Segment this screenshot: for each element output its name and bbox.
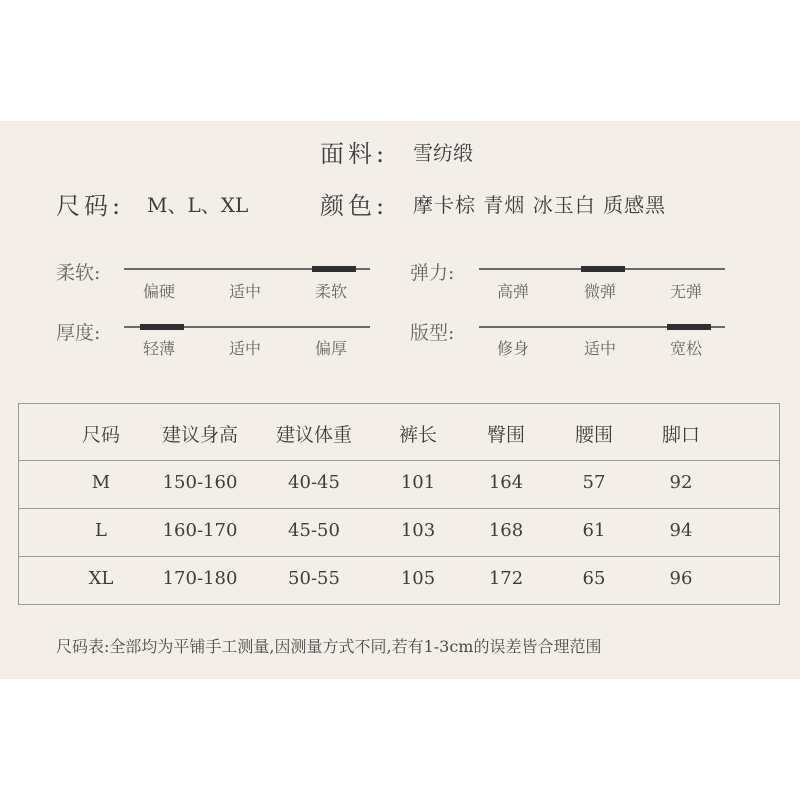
thickness-level-marker [140,324,184,330]
table-header-cell: 脚口 [661,424,701,446]
table-cell: 101 [400,472,436,493]
table-size-cell: XL [88,568,114,589]
elasticity-option: 高弹 [497,282,530,301]
table-cell: 92 [669,472,693,493]
fit-option: 适中 [584,339,617,358]
softness-option: 偏硬 [143,282,176,301]
table-cell: 45-50 [288,520,340,541]
thickness-option: 轻薄 [143,339,176,358]
fit-level-marker [667,324,711,330]
table-cell: 94 [669,520,693,541]
elasticity-option: 微弹 [584,282,617,301]
fabric-label: 面料: [320,140,389,168]
table-cell: 170-180 [162,568,238,589]
fit-label: 版型: [410,322,455,344]
softness-option: 柔软 [315,282,348,301]
table-divider [18,460,780,461]
fit-option: 宽松 [670,339,703,358]
table-header-cell: 裤长 [398,424,438,446]
fabric-value: 雪纺缎 [413,141,473,165]
table-cell: 65 [582,568,606,589]
softness-level-marker [312,266,356,272]
color-label: 颜色: [320,192,389,220]
elasticity-level-marker [581,266,625,272]
table-cell: 105 [400,568,436,589]
size-label: 尺码: [56,192,125,220]
table-cell: 103 [400,520,436,541]
table-cell: 164 [488,472,524,493]
table-cell: 40-45 [288,472,340,493]
table-cell: 160-170 [162,520,238,541]
table-cell: 61 [582,520,606,541]
table-cell: 150-160 [162,472,238,493]
table-cell: 50-55 [288,568,340,589]
table-size-cell: M [91,472,111,493]
table-header-cell: 臀围 [486,424,526,446]
table-cell: 168 [488,520,524,541]
table-divider [18,508,780,509]
thickness-label: 厚度: [56,322,101,344]
fit-option: 修身 [497,339,530,358]
elasticity-label: 弹力: [410,262,455,284]
softness-label: 柔软: [56,262,101,284]
table-cell: 172 [488,568,524,589]
size-chart-footnote: 尺码表:全部均为平铺手工测量,因测量方式不同,若有1-3cm的误差皆合理范围 [56,637,602,656]
table-cell: 96 [669,568,693,589]
table-divider [18,556,780,557]
size-value: M、L、XL [147,193,249,217]
table-size-cell: L [95,520,107,541]
table-header-cell: 腰围 [574,424,614,446]
color-value: 摩卡棕 青烟 冰玉白 质感黑 [413,193,667,217]
table-header-cell: 尺码 [81,424,121,446]
table-header-cell: 建议体重 [275,424,353,446]
softness-option: 适中 [229,282,262,301]
elasticity-option: 无弹 [670,282,703,301]
table-header-cell: 建议身高 [161,424,239,446]
thickness-option: 偏厚 [315,339,348,358]
table-cell: 57 [582,472,606,493]
thickness-option: 适中 [229,339,262,358]
